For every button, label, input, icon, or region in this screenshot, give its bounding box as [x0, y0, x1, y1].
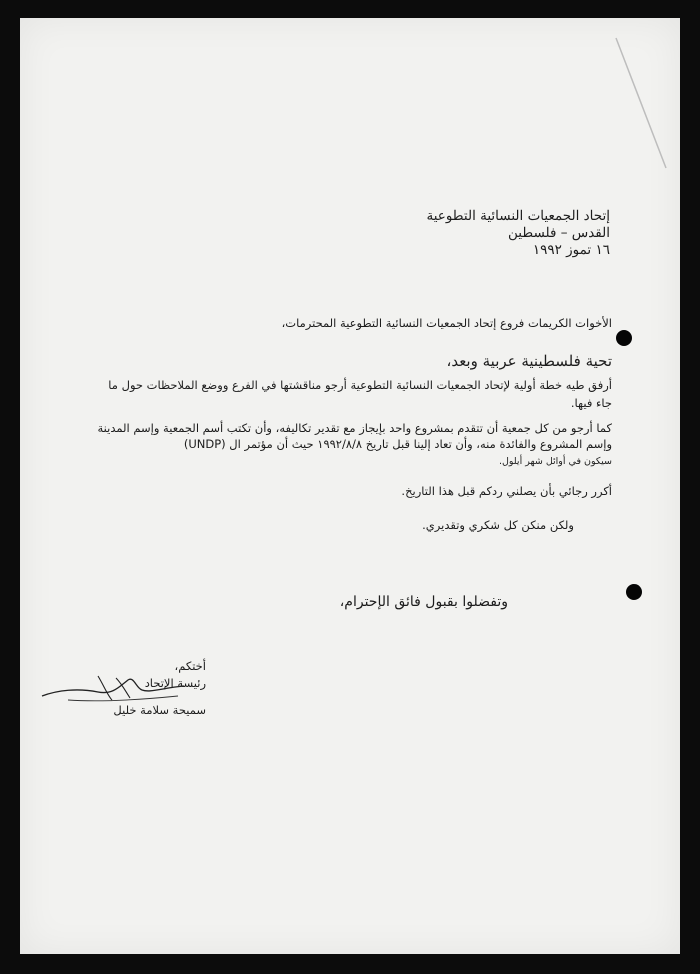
thanks-line: ولكن منكن كل شكري وتقديري.	[422, 518, 574, 532]
organization-name: إتحاد الجمعيات النسائية التطوعية	[426, 208, 610, 224]
closing-line: وتفضلوا بقبول فائق الإحترام،	[339, 594, 508, 610]
signer-title: رئيسة الإتحاد	[144, 676, 206, 690]
punch-hole	[616, 330, 632, 346]
paragraph-projects	[92, 420, 612, 470]
letterhead	[426, 208, 610, 259]
page-fold-crease	[20, 18, 680, 198]
city-line: القدس – فلسطين	[508, 225, 610, 241]
paragraph-projects-main: كما أرجو من كل جمعية أن تتقدم بمشروع واحد بإيجاز مع تقدير تكاليفه، وأن تكتب أسم الجمعية وإسم المدينة وإسم المشروع والفائدة منه، وأن تعاد إلينا قبل تاريخ ١٩٩٢/٨/٨ حيث أن مؤتمر ال (UNDP)	[97, 421, 612, 451]
salutation: الأخوات الكريمات فروع إتحاد الجمعيات النسائية التطوعية المحترمات،	[281, 316, 612, 330]
handwritten-signature	[38, 666, 188, 706]
paragraph-projects-tail: سيكون في أوائل شهر أيلول.	[498, 456, 612, 467]
paragraph-plan: أرفق طيه خطة أولية لإتحاد الجمعيات النسائية التطوعية أرجو مناقشتها في الفرع ووضع الملاحظات حول ما جاء فيها.	[108, 378, 612, 410]
letter-date: ١٦ تموز ١٩٩٢	[532, 242, 610, 258]
punch-hole	[626, 584, 642, 600]
greeting: تحية فلسطينية عربية وبعد،	[446, 352, 612, 370]
signer-name: سميحة سلامة خليل	[113, 703, 206, 717]
wish-line: أكرر رجائي بأن يصلني ردكم قبل هذا التاريخ.	[401, 484, 612, 498]
signoff: أختكم،	[174, 659, 206, 673]
